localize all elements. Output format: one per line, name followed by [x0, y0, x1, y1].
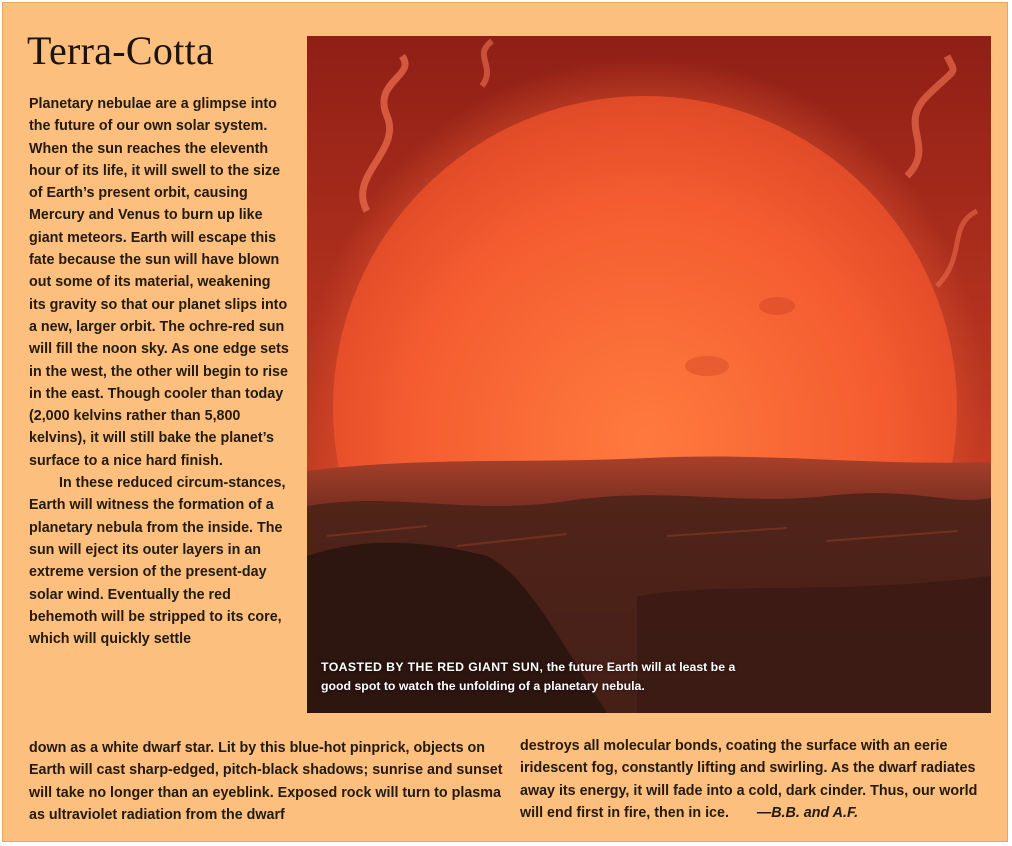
bottom-right-text [520, 735, 990, 824]
body-paragraph-2-end: destroys all molecular bonds, coating the surface with an eerie iridescent fog, constantly lifting and swirling. As the dwarf radiates away its energy, it will fade into a cold, dark cinder. Thus, our world will end first in fire, then in ice. [520, 738, 978, 821]
caption-lead: TOASTED BY THE RED GIANT SUN, [321, 660, 544, 674]
article-page [2, 2, 1008, 842]
image-caption [321, 658, 741, 696]
left-text-column [29, 93, 291, 650]
body-paragraph-1: Planetary nebulae are a glimpse into the future of our own solar system. When the sun reaches the eleventh hour of its life, it will swell to the size of Earth’s present orbit, causing Mercury and Venus to burn up like giant meteors. Earth will escape this fate because the sun will have blown out some of its material, weakening its gravity so that our planet slips into a new, larger orbit. The ochre-red sun will fill the noon sky. As one edge sets in the west, the other will begin to rise in the east. Though cooler than today (2,000 kelvins rather than 5,800 kelvins), it will still bake the planet’s surface to a nice hard finish. [29, 96, 289, 469]
body-paragraph-2-start: In these reduced circum-stances, Earth will witness the formation of a planetary nebula from the inside. The sun will eject its outer layers in an extreme version of the present-day solar wind. Eventually the red behemoth will be stripped to its core, which will quickly settle [29, 475, 286, 648]
caption-text: the future Earth will at least be a good spot to watch the unfolding of a planetary nebula. [321, 660, 736, 693]
body-paragraph-2-continued: down as a white dwarf star. Lit by this blue-hot pinprick, objects on Earth will cast sharp-edged, pitch-black shadows; sunrise and sunset will take no longer than an eyeblink. Exposed rock will turn to plasma as ultraviolet radiation from the dwarf [29, 740, 503, 823]
red-giant-sun-illustration [307, 36, 991, 713]
article-title: Terra-Cotta [27, 28, 215, 73]
author-credit: —B.B. and A.F. [756, 804, 859, 821]
bottom-left-text [29, 737, 509, 826]
red-giant-sun-image [307, 36, 991, 713]
